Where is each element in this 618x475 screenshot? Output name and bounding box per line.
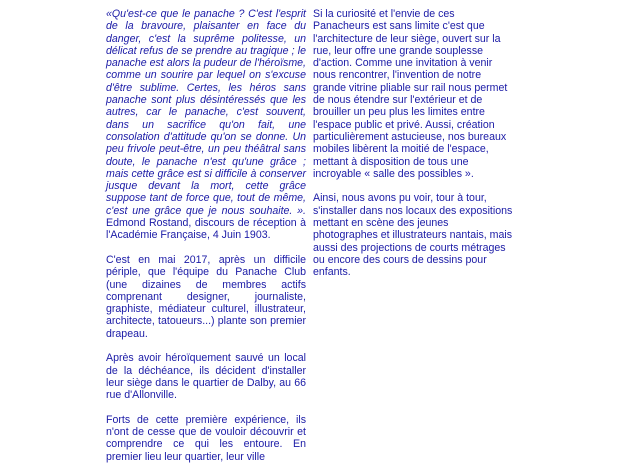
- rostand-quote: «Qu'est-ce que le panache ? C'est l'esprit de la bravoure, plaisanter en face du danger, c'est la suprême politesse, un délicat refus de se prendre au tragique ; le panache est alors la pudeur de l'héroïsme, comme un sourire par lequel on s'excuse d'être sublime. Certes, les héros sans panache sont plus désintéressés que les autres, car le panache, c'est souvent, dans un sacrifice qu'on fait, une consolation d'attitude qu'on se donne. Un peu frivole peut-être, un peu théâtral sans doute, le panache n'est qu'une grâce ; mais cette grâce est si difficile à conserver jusque devant la mort, cette grâce suppose tant de force que, tout de même, c'est une grâce que je nous souhaite. ».: [106, 8, 306, 217]
- experience-paragraph: Forts de cette première expérience, ils n'ont de cesse que de vouloir découvrir et comprendre ce qui les entoure. En premier lieu leur quartier, leur ville: [106, 413, 306, 463]
- intro-paragraph: C'est en mai 2017, après un difficile périple, que l'équipe du Panache Club (une dizaines de membres actifs comprenant designer, journaliste, graphiste, médiateur culturel, illustrateur, architecte, tatoueurs...) plante son premier drapeau.: [106, 253, 306, 340]
- architecture-paragraph: Si la curiosité et l'envie de ces Panacheurs est sans limite c'est que l'architecture de leur siège, ouvert sur la rue, leur offre une grande souplesse d'action. Comme une invitation à venir nous rencontrer, l'invention de notre grande vitrine pliable sur rail nous permet de nous étendre sur l'extérieur et de brouiller un peu plus les limites entre l'espace public et privé. Aussi, création particulièrement astucieuse, nos bureaux mobiles libèrent la moitié de l'espace, mettant à disposition de tous une incroyable « salle des possibles ».: [313, 8, 508, 180]
- rostand-quote-block: [106, 8, 306, 242]
- local-paragraph: Après avoir héroïquement sauvé un local de la déchéance, ils décident d'installer leur siège dans le quartier de Dalby, au 66 rue d'Allonville.: [106, 352, 306, 402]
- left-column: [106, 8, 306, 475]
- events-paragraph: Ainsi, nous avons pu voir, tour à tour, s'installer dans nos locaux des expositions mettant en scène des jeunes photographes et illustrateurs nantais, mais aussi des projections de courts métrages ou encore des cours de dessins pour enfants.: [313, 192, 513, 279]
- quote-attribution: Edmond Rostand, discours de réception à l'Académie Française, 4 Juin 1903.: [106, 217, 306, 242]
- right-column: [313, 8, 513, 291]
